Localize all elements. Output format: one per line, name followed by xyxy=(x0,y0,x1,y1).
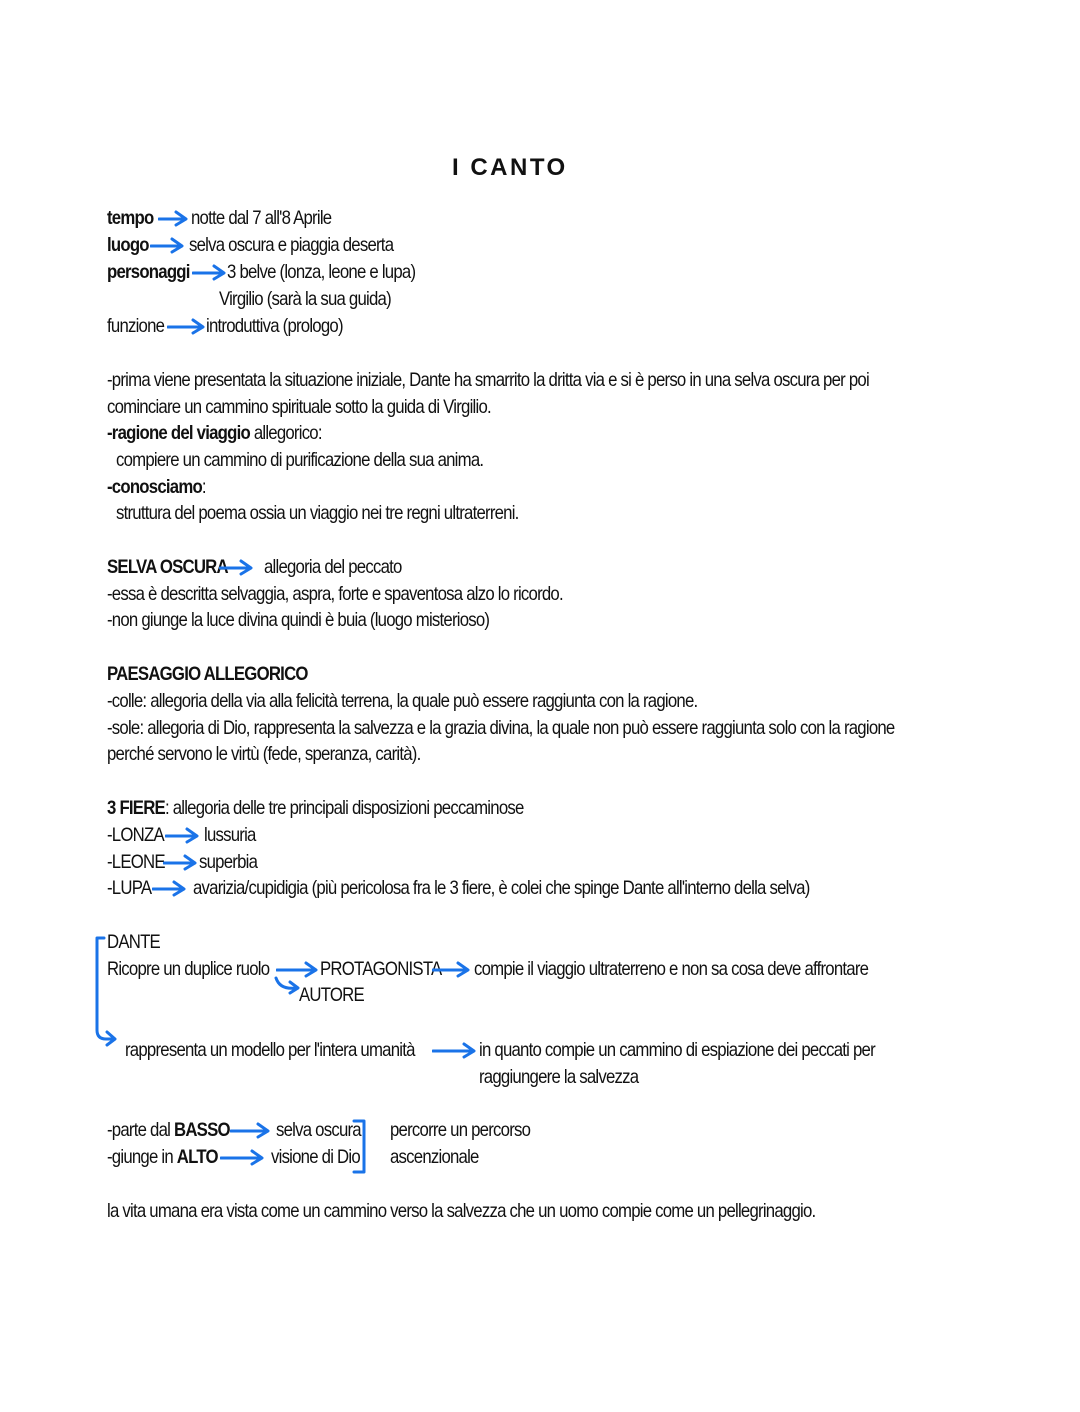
fiere-heading-line xyxy=(107,796,524,820)
bracket-icon xyxy=(352,1118,368,1176)
arrow-icon xyxy=(230,1121,272,1139)
paesaggio-heading-line xyxy=(107,662,308,686)
paesaggio-line-1: -colle: allegoria della via alla felicità terrena, la quale può essere raggiunta con la ragione. xyxy=(107,690,698,712)
arrow-icon xyxy=(152,879,188,897)
dante-ruolo: Ricopre un duplice ruolo xyxy=(107,958,270,980)
ragione-label: -ragione del viaggio xyxy=(107,422,250,444)
lonza-value: lussuria xyxy=(204,824,256,846)
basso-pre: -parte dal xyxy=(107,1119,174,1141)
lupa-label: -LUPA xyxy=(107,877,152,899)
arrow-icon xyxy=(165,826,201,844)
tempo-value: notte dal 7 all'8 Aprile xyxy=(191,207,332,229)
tempo-label: tempo xyxy=(107,207,154,229)
basso-line xyxy=(107,1118,230,1142)
luogo-line xyxy=(107,233,149,257)
selva-heading-line xyxy=(107,555,228,579)
page-title: I CANTO xyxy=(452,154,568,181)
conosciamo-text: struttura del poema ossia un viaggio nei tre regni ultraterreni. xyxy=(116,502,519,524)
fiere-heading: 3 FIERE xyxy=(107,797,165,819)
arrow-icon xyxy=(192,263,228,281)
arrow-icon xyxy=(219,558,255,576)
funzione-label: funzione xyxy=(107,315,165,337)
personaggi-value-2: Virgilio (sarà la sua guida) xyxy=(219,288,391,310)
intro-line-1: -prima viene presentata la situazione iniziale, Dante ha smarrito la dritta via e si è perso in una selva oscura per poi xyxy=(107,369,869,391)
dante-modello: rappresenta un modello per l'intera umanità xyxy=(125,1039,415,1061)
leone-label: -LEONE xyxy=(107,851,165,873)
arrow-icon xyxy=(163,853,199,871)
conclusione: la vita umana era vista come un cammino verso la salvezza che un uomo compie come un pellegrinaggio. xyxy=(107,1200,816,1222)
arrow-icon xyxy=(167,317,207,335)
funzione-value: introduttiva (prologo) xyxy=(206,315,343,337)
dante-protagonista-value: compie il viaggio ultraterreno e non sa cosa deve affrontare xyxy=(474,958,869,980)
alto-value: visione di Dio xyxy=(271,1146,360,1168)
ragione-line xyxy=(107,421,322,445)
leone-value: superbia xyxy=(199,851,258,873)
alto-line xyxy=(107,1145,218,1169)
dante-heading: DANTE xyxy=(107,931,160,953)
dante-modello-value-2: raggiungere la salvezza xyxy=(479,1066,639,1088)
conosciamo-rest: : xyxy=(201,476,206,498)
dante-modello-value-1: in quanto compie un cammino di espiazione dei peccati per xyxy=(479,1039,875,1061)
personaggi-label: personaggi xyxy=(107,261,190,283)
selva-heading: SELVA OSCURA xyxy=(107,556,228,578)
personaggi-value-1: 3 belve (lonza, leone e lupa) xyxy=(227,261,416,283)
personaggi-line xyxy=(107,260,190,284)
curved-arrow-icon xyxy=(272,976,302,996)
ragione-rest: allegorico: xyxy=(249,422,322,444)
conosciamo-line xyxy=(107,475,206,499)
arrow-icon xyxy=(150,236,186,254)
paesaggio-line-2: -sole: allegoria di Dio, rappresenta la salvezza e la grazia divina, la quale non può essere raggiunta solo con la ragione xyxy=(107,717,895,739)
percorso-note-1: percorre un percorso xyxy=(390,1119,531,1141)
paesaggio-line-3: perché servono le virtù (fede, speranza, carità). xyxy=(107,743,421,765)
arrow-icon xyxy=(432,960,472,978)
alto-bold: ALTO xyxy=(176,1146,218,1168)
percorso-note-2: ascenzionale xyxy=(390,1146,479,1168)
selva-value: allegoria del peccato xyxy=(264,556,402,578)
paesaggio-heading: PAESAGGIO ALLEGORICO xyxy=(107,663,308,685)
arrow-icon xyxy=(158,209,190,227)
conosciamo-label: -conosciamo xyxy=(107,476,202,498)
selva-line-1: -essa è descritta selvaggia, aspra, forte e spaventosa alzo lo ricordo. xyxy=(107,583,563,605)
dante-protagonista: PROTAGONISTA xyxy=(320,958,442,980)
luogo-label: luogo xyxy=(107,234,149,256)
alto-pre: -giunge in xyxy=(107,1146,177,1168)
arrow-icon xyxy=(432,1041,478,1059)
selva-line-2: -non giunge la luce divina quindi è buia (luogo misterioso) xyxy=(107,609,490,631)
arrow-icon xyxy=(220,1148,266,1166)
dante-autore: AUTORE xyxy=(299,984,364,1006)
tempo-line xyxy=(107,206,153,230)
intro-line-2: cominciare un cammino spirituale sotto la guida di Virgilio. xyxy=(107,396,491,418)
fiere-heading-rest: : allegoria delle tre principali disposizioni peccaminose xyxy=(164,797,524,819)
ragione-text: compiere un cammino di purificazione della sua anima. xyxy=(116,449,484,471)
lupa-value: avarizia/cupidigia (più pericolosa fra le 3 fiere, è colei che spinge Dante all'interno della selva) xyxy=(193,877,810,899)
bracket-arrow-icon xyxy=(92,935,128,1047)
basso-bold: BASSO xyxy=(173,1119,230,1141)
basso-value: selva oscura xyxy=(276,1119,361,1141)
luogo-value: selva oscura e piaggia deserta xyxy=(189,234,394,256)
lonza-label: -LONZA xyxy=(107,824,164,846)
